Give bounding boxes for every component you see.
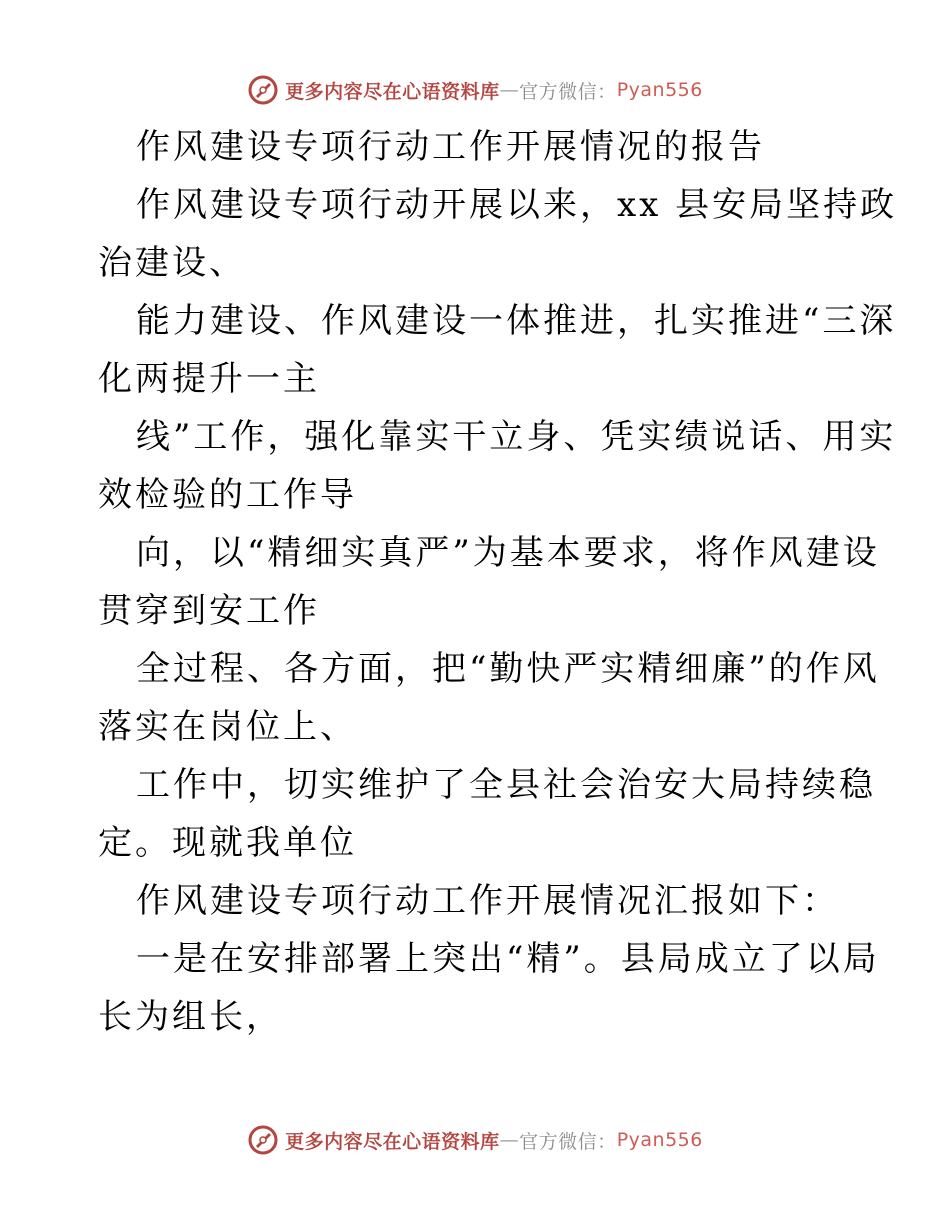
banner-text: 更多内容尽在心语资料库 [285,1130,500,1153]
paragraph-line: 一是在安排部署上突出“精”。县局成立了以局 [136,939,880,979]
paragraph-line: 长为组长， [98,997,283,1037]
paragraph-line: 贯穿到安工作 [98,591,320,631]
banner-separator: — [499,79,520,101]
paragraph-line: 效检验的工作导 [98,475,357,515]
paragraph-line: 化两提升一主 [98,359,320,399]
brand-logo-icon [247,74,279,106]
paragraph-line: 工作中，切实维护了全县社会治安大局持续稳 [136,765,876,805]
banner-wechat-id: Pyan556 [616,79,703,101]
banner-separator: — [499,1129,520,1151]
document-title: 作风建设专项行动工作开展情况的报告 [136,127,765,167]
paragraph-line: 治建设、 [98,243,246,283]
paragraph-line: 落实在岗位上、 [98,707,357,747]
banner-label: 官方微信： [519,1130,617,1153]
footer-banner [0,1120,950,1160]
brand-logo-icon [247,1124,279,1156]
document-body [98,118,898,1046]
paragraph-line: 能力建设、作风建设一体推进，扎实推进“三深 [136,301,897,341]
paragraph-line: 全过程、各方面，把“勤快严实精细廉”的作风 [136,649,880,689]
paragraph-line: 定。现就我单位 [98,823,357,863]
banner-wechat-id: Pyan556 [616,1129,703,1151]
paragraph-line: 作风建设专项行动开展以来，xx 县安局坚持政 [136,185,898,225]
header-banner [0,70,950,110]
paragraph-line: 线”工作，强化靠实干立身、凭实绩说话、用实 [136,417,897,457]
paragraph-line: 向，以“精细实真严”为基本要求，将作风建设 [136,533,880,573]
banner-label: 官方微信： [519,80,617,103]
banner-text: 更多内容尽在心语资料库 [285,80,500,103]
paragraph-line: 作风建设专项行动工作开展情况汇报如下： [136,881,839,921]
